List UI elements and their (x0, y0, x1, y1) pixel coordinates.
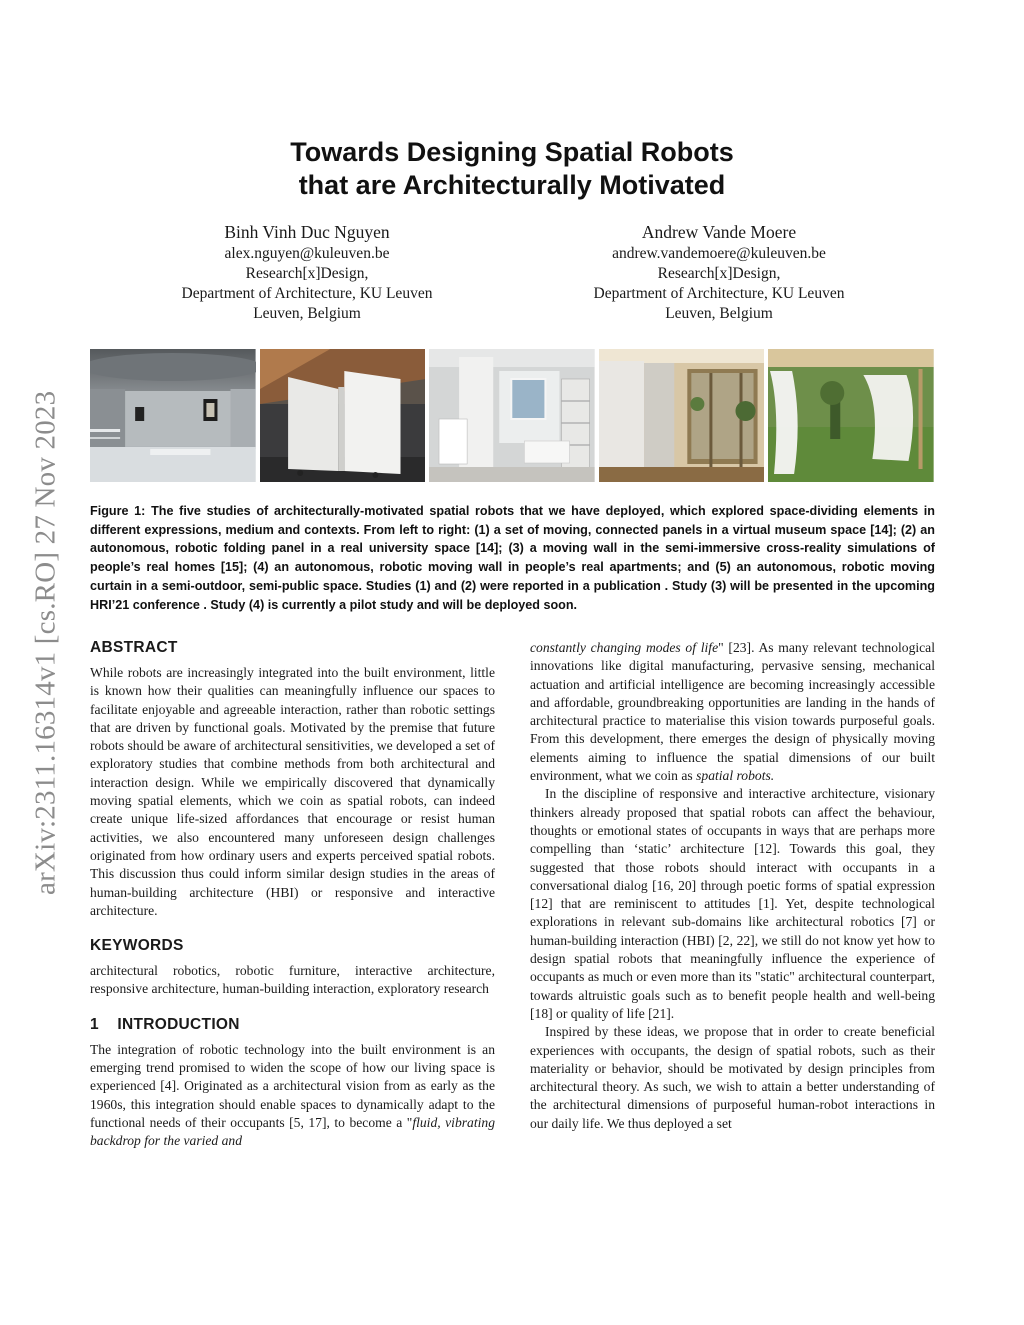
author-affiliation: Research[x]Design, (245, 265, 369, 282)
study-2-folding-panel-image (260, 349, 426, 482)
intro-term: spatial robots. (696, 768, 775, 784)
study-3-moving-wall-simulation-image (429, 349, 595, 482)
keywords-body: architectural robotics, robotic furniture, interactive architecture, responsive architecture, human-building interaction, exploratory research (90, 963, 495, 997)
author-department: Department of Architecture, KU Leuven (593, 285, 845, 302)
study-4-apartment-wall-image (599, 349, 765, 482)
intro-quote-cont: constantly changing modes of life (530, 640, 719, 655)
introduction-paragraph-2: In the discipline of responsive and interactive architecture, visionary thinkers already proposed that spatial robots can affect the behaviour, thoughts or emotional states of occupants in ways that are perhaps more compelling than ‘static’ architecture [12]. Towards this goal, they suggested that those robots should interact with occupants in a conversational dialog [16, 20] through poetic forms of spatial expression [12] that are reminiscent to attitudes [1]. Yet, despite technological explorations in relevant sub-domains like architectural robotics [7] or human-building interaction (HBI) [2, 22], we still do not know yet how to design spatial robots that meaningfully influence the experience of occupants as much or even more than its "static" architectural counterpart, towards altruistic goals such as to benefit people health and well-being [18] or quality of life [21]. (530, 786, 935, 1021)
paper-title (160, 136, 864, 202)
left-column (90, 638, 495, 1151)
introduction-heading: 1 INTRODUCTION (90, 1015, 240, 1033)
author-email[interactable]: alex.nguyen@kuleuven.be (224, 245, 390, 262)
study-5-outdoor-curtain-image (768, 349, 934, 482)
author-email[interactable]: andrew.vandemoere@kuleuven.be (612, 245, 826, 262)
figure-1-caption: Figure 1: The five studies of architecturally-motivated spatial robots that we have deployed, which explored space-dividing elements in different expressions, medium and contexts. From left to right: (1) a set of moving, connected panels in a virtual museum space [14]; (2) an autonomous, robotic folding panel in a real university space [14]; (3) a moving wall in the semi-immersive cross-reality simulations of people’s real homes [15]; (4) an autonomous, robotic moving wall in people’s real apartments; and (5) an autonomous, robotic moving curtain in a semi-outdoor, semi-public space. Studies (1) and (2) were reported in a publication . Study (3) will be presented in the upcoming HRI’21 conference . Study (4) is currently a pilot study and will be deployed soon. (90, 504, 935, 612)
abstract-body: While robots are increasingly integrated into the built environment, little is known how their qualities can meaningfully influence our spaces to facilitate enjoyable and agreeable interaction, rather than robotic settings that are driven by functional goals. Motivated by the premise that future robots should be aware of architectural sensitivities, we developed a set of exploratory studies that combine methods from both architectural and interaction design. While we empirically discovered that dynamically moving spatial elements, which we coin as spatial robots, can indeed create unique life-sized affordances that encourage or resist human activities, we also encountered many unforeseen design challenges originated from how ordinary users and experts perceived spatial robots. This discussion thus could inform similar design studies in the areas of human-building architecture (HBI) or responsive and interactive architecture. (90, 665, 495, 918)
figure-1-images (90, 349, 934, 482)
title-line-1: Towards Designing Spatial Robots (290, 137, 734, 167)
title-line-2: that are Architecturally Motivated (298, 170, 726, 200)
intro-text-cont: " [23]. As many relevant technological innovations like digital manufacturing, pervasive sensing, mechanical actuation and artificial intelligence are becoming increasingly accessible and affordable, groundbreaking opportunities are landing in the hands of architectural practice to materialise this vision towards purposeful goals. From this development, there emerges the design of physically moving elements aiming to influence the spatial dimensions of our built environment, what we coin as (530, 640, 935, 784)
author-block-1 (147, 220, 467, 324)
intro-text: The integration of robotic technology into the built environment is an emerging trend promised to widen the scope of how our living space is experienced [4]. Originated as a architectural vision from as early as the 1960s, this integration should enable spaces to dynamically adapt to the functional needs of their occupants [5, 17], to become a " (90, 1041, 495, 1130)
introduction-paragraph-1-start (90, 1041, 495, 1151)
author-name: Andrew Vande Moere (641, 222, 797, 242)
author-location: Leuven, Belgium (665, 305, 773, 322)
abstract-heading: ABSTRACT (90, 639, 178, 656)
introduction-paragraph-3: Inspired by these ideas, we propose that in order to create beneficial experiences with occupants, the design of spatial robots, such as their materiality or behavior, should be motivated by design principles from architectural theory. As such, we wish to attain a better understanding of the architectural dimensions of purposeful human-robot interactions in our daily life. We thus deployed a set (530, 1024, 935, 1131)
author-location: Leuven, Belgium (253, 305, 361, 322)
author-block-2 (559, 220, 879, 324)
right-column (530, 639, 935, 1133)
keywords-heading: KEYWORDS (90, 937, 184, 955)
study-1-virtual-museum-image (90, 349, 256, 482)
author-department: Department of Architecture, KU Leuven (181, 285, 433, 302)
intro-quote: fluid, vibrating backdrop for the varied and (90, 1114, 495, 1149)
author-name: Binh Vinh Duc Nguyen (224, 222, 390, 242)
introduction-paragraph-1-cont (530, 639, 935, 785)
arxiv-identifier: arXiv:2311.16314v1 [cs.RO] 27 Nov 2023 (29, 390, 62, 895)
author-affiliation: Research[x]Design, (657, 265, 781, 282)
